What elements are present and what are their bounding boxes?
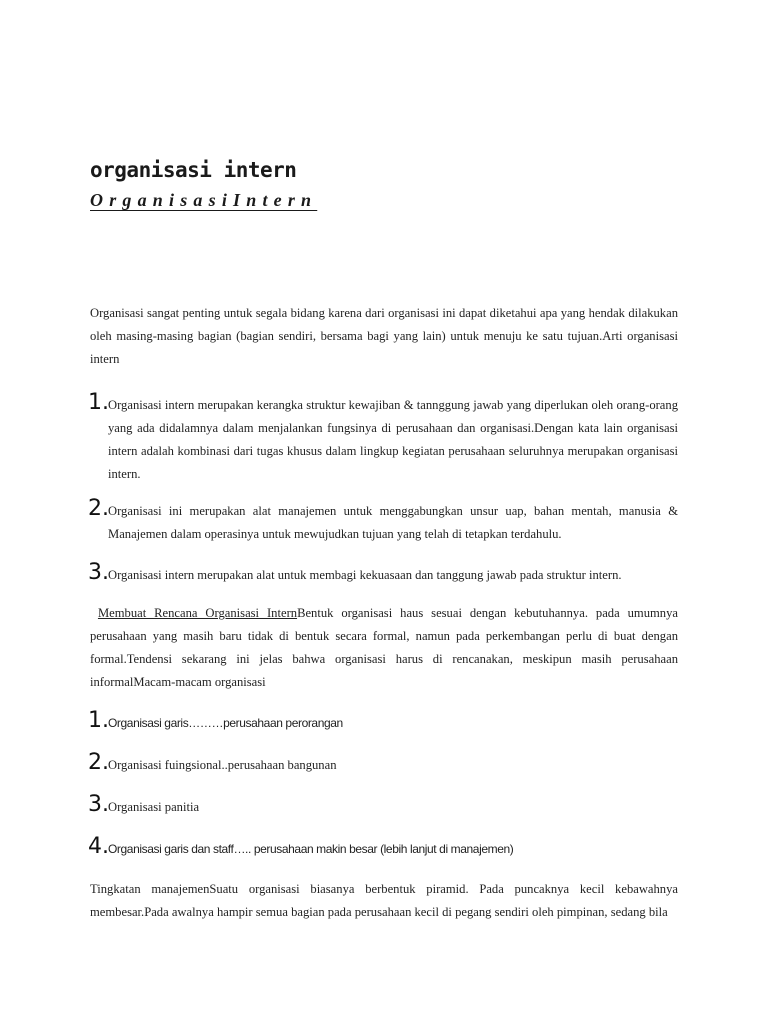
section2-heading: Membuat Rencana Organisasi Intern [97,606,298,620]
list2-number-2: 2. [88,750,109,775]
list2-number-4: 4. [88,834,109,859]
section3-paragraph: Tingkatan manajemenSuatu organisasi biasanya berbentuk piramid. Pada puncaknya kecil kebawahnya membesar.Pada awalnya hampir semua bagian pada perusahaan kecil di pegang sendiri oleh pimpinan, sedang bila [90,882,678,919]
list2-number-1: 1. [88,708,109,733]
list1-number-1: 1. [88,390,109,415]
list1-item-1: Organisasi intern merupakan kerangka struktur kewajiban & tannggung jawab yang diperlukan oleh orang-orang yang ada didalamnya dalam menjalankan fungsinya di perusahaan dan organisasi.Dengan kata lain organisasi intern adalah kombinasi dari tugas khusus dalam lingkup kegiatan perusahaan seluruhnya merupakan organisasi intern. [108,398,678,481]
list1-number-2: 2. [88,496,109,521]
list2-item-4: Organisasi garis dan staff….. perusahaan makin besar (lebih lanjut di manajemen) [108,842,514,856]
list2-number-3: 3. [88,792,109,817]
list2-item-2: Organisasi fuingsional..perusahaan bangunan [108,758,337,772]
section2-paragraph [90,602,678,694]
list2-item-3: Organisasi panitia [108,800,200,814]
list1-number-3: 3. [88,560,109,585]
list1-item-2: Organisasi ini merupakan alat manajemen untuk menggabungkan unsur uap, bahan mentah, manusia & Manajemen dalam operasinya untuk mewujudkan tujuan yang telah di tetapkan terdahulu. [108,504,678,541]
document-subtitle: OrganisasiIntern [90,190,318,210]
intro-paragraph: Organisasi sangat penting untuk segala bidang karena dari organisasi ini dapat diketahui apa yang hendak dilakukan oleh masing-masing bagian (bagian sendiri, bersama bagi yang lain) untuk menuju ke satu tujuan.Arti organisasi intern [90,306,678,366]
list2-item-1: Organisasi garis………perusahaan perorangan [108,716,343,730]
section2-text: Bentuk organisasi haus sesuai dengan kebutuhannya. pada umumnya perusahaan yang masih baru tidak di bentuk secara formal, namun pada perkembangan perlu di buat dengan formal.Tendensi sekarang ini jelas bahwa organisasi harus di rencanakan, meskipun masih perusahaan informalMacam-macam organisasi [90,606,678,689]
list1-item-3: Organisasi intern merupakan alat untuk membagi kekuasaan dan tanggung jawab pada struktur intern. [108,568,622,582]
document-title: organisasi intern [90,158,297,182]
